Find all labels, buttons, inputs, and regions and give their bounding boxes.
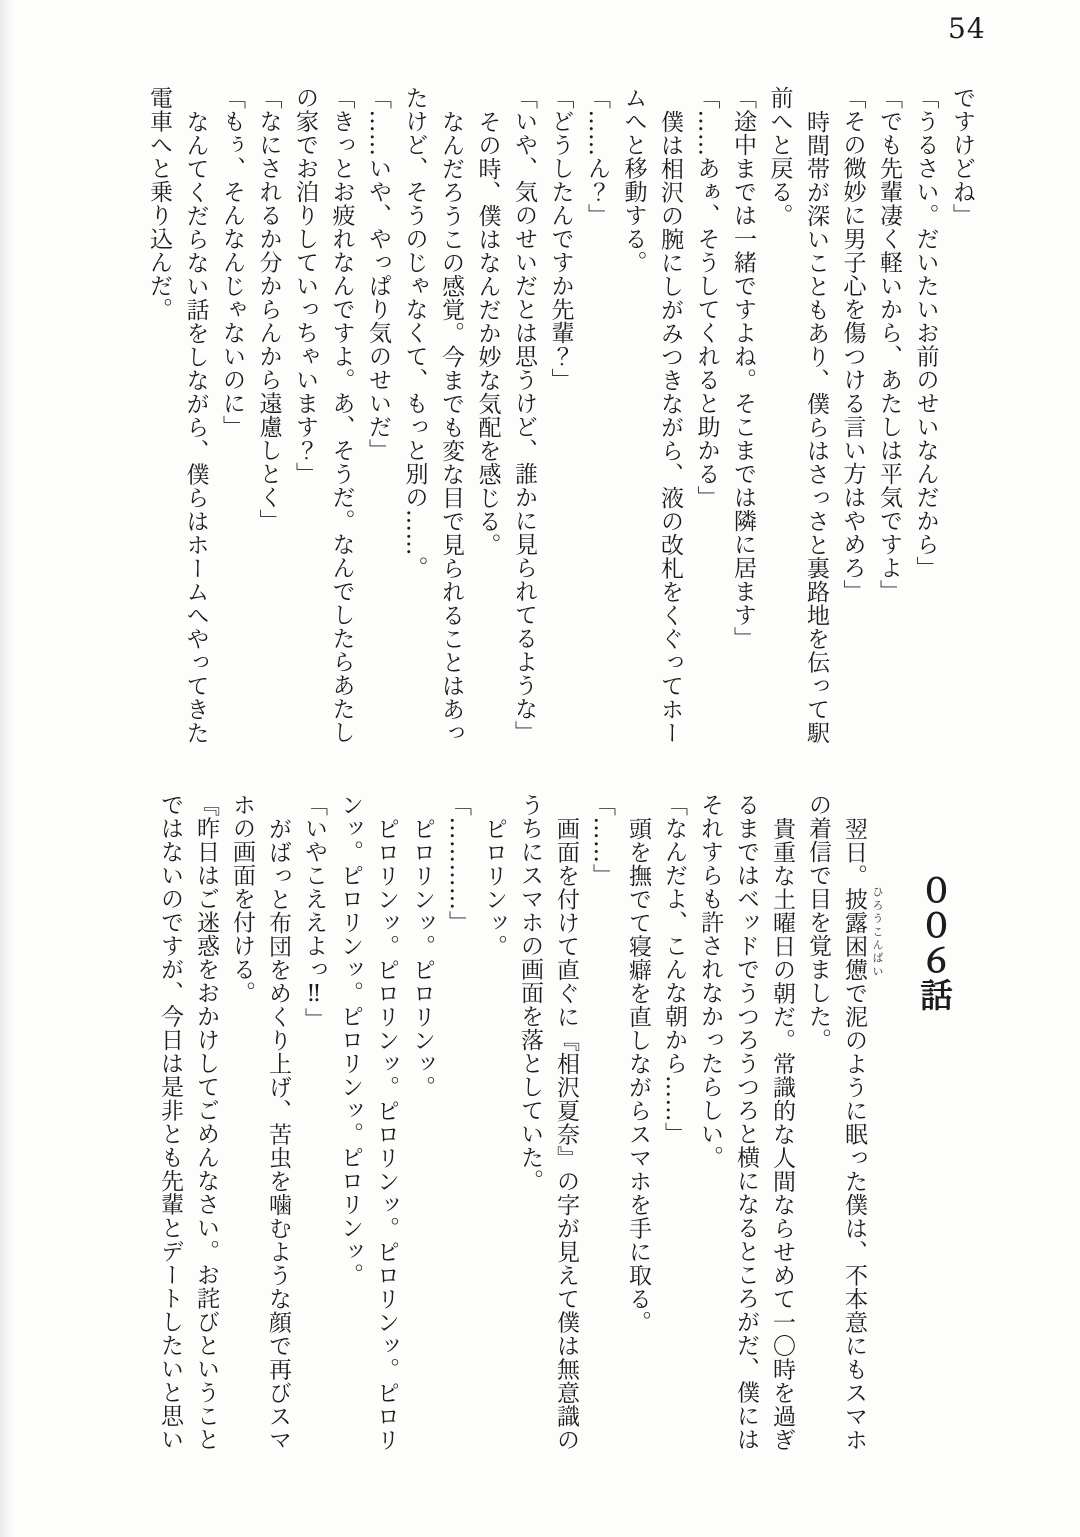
text-column: 翌日。披露困憊で泥のように眠った僕は、不本意にもスマホ — [841, 817, 867, 1452]
text-column: 「途中までは一緒ですよね。そこまでは隣に居ます」 — [730, 86, 756, 650]
text-column: ピロリンッ。 — [481, 817, 507, 958]
text-column: 「……ん？」 — [584, 86, 610, 227]
text-column: 僕は相沢の腕にしがみつきながら、液の改札をくぐってホー — [657, 110, 683, 745]
text-column: ですけどね」 — [949, 86, 975, 227]
scan-edge-shadow — [0, 0, 14, 1537]
furigana-annotation: ひろうこんばい — [871, 886, 884, 979]
bottom-text-block — [152, 793, 956, 1529]
text-column: 「なんだよ、こんな朝から……」 — [661, 793, 687, 1146]
text-column: 「その微妙に男子心を傷つける言い方はやめろ」 — [839, 86, 866, 603]
text-column: 「きっとお疲れなんですよ。あ、そうだ。なんでしたらあたし — [328, 86, 355, 744]
text-column: ピロリンッ。ピロリンッ。ピロリンッ。ピロリンッ。ピロリ — [373, 817, 399, 1452]
text-column: たけど、そうのじゃなくて、もっと別の……。 — [401, 86, 428, 580]
page-number: 54 — [948, 12, 986, 45]
episode-heading: ００６話 — [915, 873, 954, 1013]
text-column: 『昨日はご迷惑をおかけしてごめんなさい。お詫びということ — [193, 793, 219, 1451]
text-column: ムへと移動する。 — [620, 86, 647, 274]
text-column: 頭を撫でて寝癖を直しながらスマホを手に取る。 — [625, 817, 651, 1334]
text-column: 時間帯が深いこともあり、僕らはさっさと裏路地を伝って駅 — [803, 110, 829, 745]
text-column: 電車へと乗り込んだ。 — [146, 86, 172, 321]
text-column: 「いや、気のせいだとは思うけど、誰かに見られてるような」 — [511, 86, 537, 744]
text-column: 前へと戻る。 — [766, 86, 793, 227]
text-column: 「どうしたんですか先輩？」 — [547, 86, 574, 392]
text-column: がばっと布団をめくり上げ、苦虫を噛むような顔で再びスマ — [265, 817, 291, 1452]
text-column: その時、僕はなんだか妙な気配を感じる。 — [474, 110, 501, 557]
text-column: るまではベッドでうつろうつろと横になるところがだ、僕には — [733, 793, 759, 1451]
text-column: 「……いや、やっぱり気のせいだ」 — [365, 86, 391, 462]
text-column: 「いやこええよっ‼」 — [301, 793, 327, 1031]
text-column: 「もぅ、そんなんじゃないのに」 — [219, 86, 245, 439]
text-column: それすらも許されなかったらしい。 — [697, 793, 723, 1169]
top-text-block — [141, 86, 981, 786]
text-column: ではないのですが、今日は是非とも先輩とデートしたいと思い — [157, 793, 183, 1451]
text-column: ホの画面を付ける。 — [229, 793, 255, 1005]
text-column: 貴重な土曜日の朝だ。常識的な人間ならせめて一〇時を過ぎ — [769, 817, 795, 1452]
text-column: ピロリンッ。ピロリンッ。 — [409, 817, 435, 1099]
text-column: の家でお泊りしていっちゃいます？」 — [292, 86, 318, 486]
text-column: 「でも先輩凄く軽いから、あたしは平気ですよ」 — [876, 86, 902, 603]
text-column: ンッ。ピロリンッ。ピロリンッ。ピロリンッ。 — [337, 793, 363, 1287]
text-column: 「うるさい。だいたいお前のせいなんだから」 — [912, 86, 939, 580]
text-column: 画面を付けて直ぐに『相沢夏奈』の字が見えて僕は無意識の — [553, 817, 579, 1452]
text-column: うちにスマホの画面を落としていた。 — [517, 793, 543, 1193]
text-column: 「……」 — [589, 793, 615, 887]
text-column: なんだろうこの感覚。今までも変な目で見られることはあっ — [438, 110, 464, 745]
text-column: の着信で目を覚ました。 — [805, 793, 831, 1052]
text-column: 「……あぁ、そうしてくれると助かる」 — [693, 86, 720, 509]
text-column: 「なにされるか分からんから遠慮しとく」 — [255, 86, 282, 533]
text-column: 「…………」 — [445, 793, 471, 934]
text-column: なんてくだらない話をしながら、僕らはホームへやってきた — [182, 110, 209, 745]
